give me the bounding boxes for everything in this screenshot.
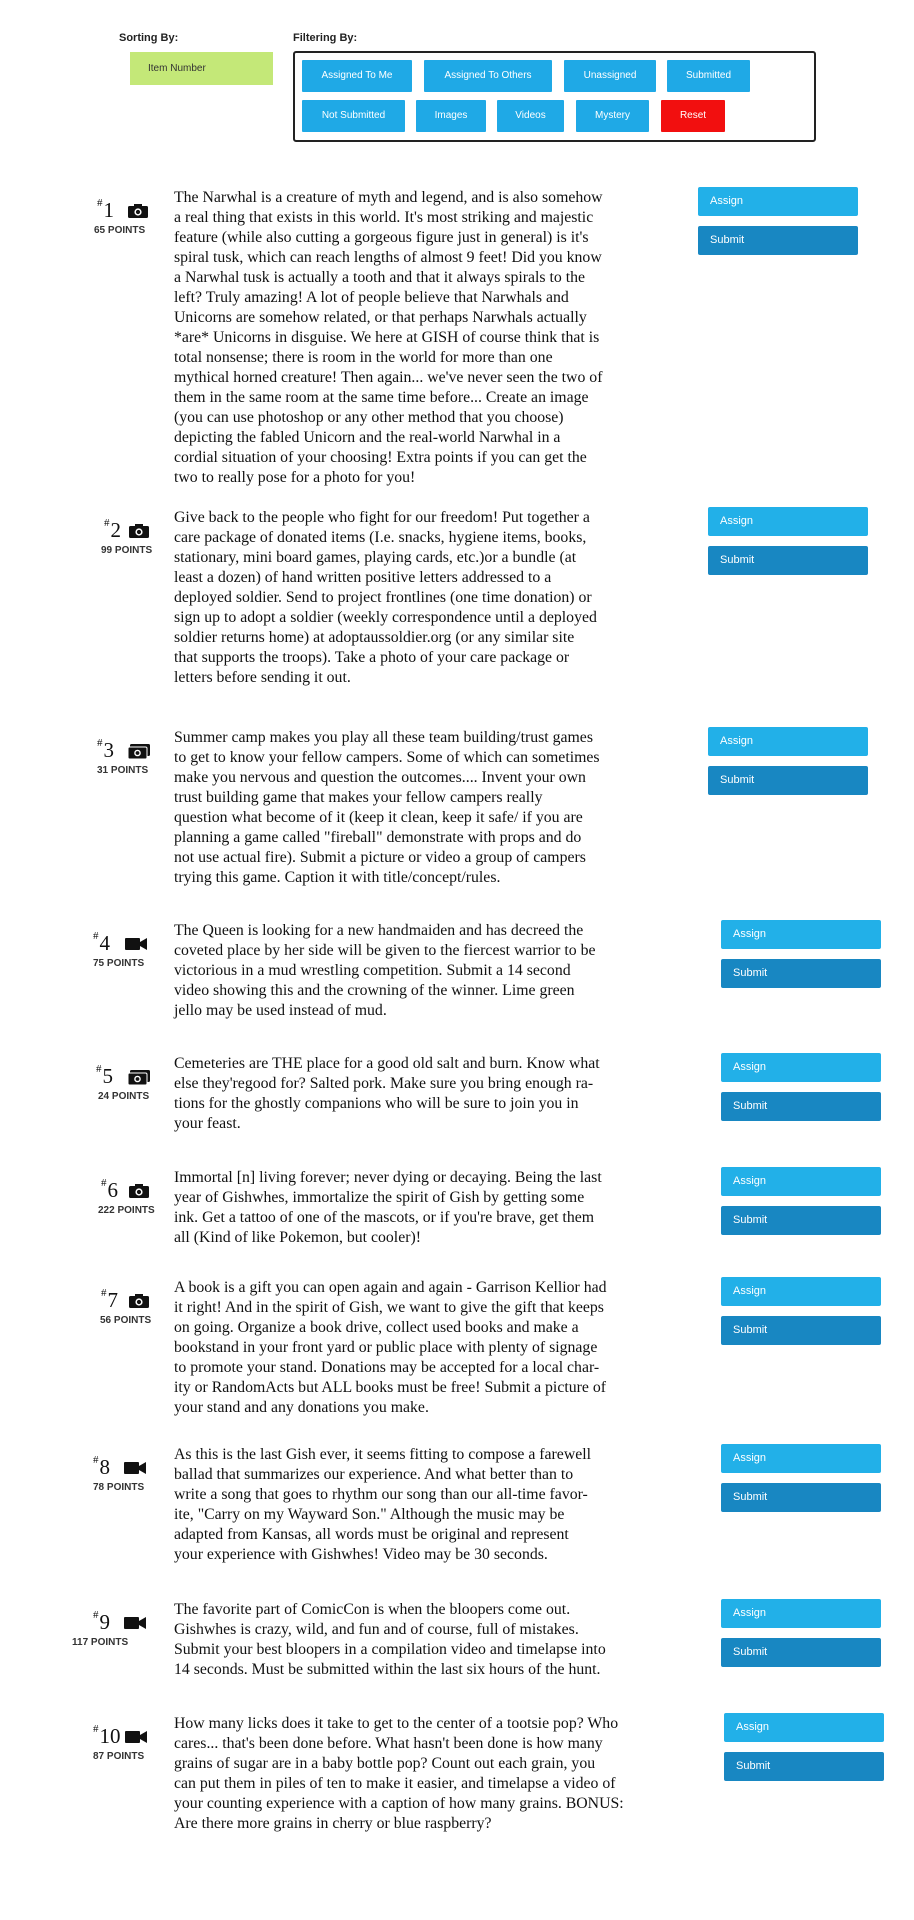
description-line: left? Truly amazing! A lot of people believe that Narwhals and xyxy=(174,289,569,306)
item-number-value: 1 xyxy=(103,198,114,222)
description-line: total nonsense; there is room in the world for more than one xyxy=(174,349,553,366)
description-line: deployed soldier. Send to project frontlines (one time donation) or xyxy=(174,589,592,606)
description-line: ballad that summarizes our experience. And what better than to xyxy=(174,1466,574,1483)
description-line: care package of donated items (I.e. snacks, hygiene items, books, xyxy=(174,529,587,546)
item-number-value: 7 xyxy=(107,1288,118,1312)
description-line: Submit your best bloopers in a compilation video and timelapse into xyxy=(174,1641,606,1658)
assign-button[interactable]: Assign xyxy=(724,1713,884,1742)
assign-button[interactable]: Assign xyxy=(721,1167,881,1196)
item-number-value: 5 xyxy=(102,1064,113,1088)
description-line: Summer camp makes you play all these team building/trust games xyxy=(174,729,593,746)
item-number-value: 3 xyxy=(103,738,114,762)
item-points: 56 POINTS xyxy=(100,1315,152,1326)
camera-icon xyxy=(129,1294,149,1313)
assign-button[interactable]: Assign xyxy=(721,1444,881,1473)
filter-mystery-button[interactable]: Mystery xyxy=(576,100,649,132)
item-number: #6 xyxy=(101,1177,118,1202)
assign-button[interactable]: Assign xyxy=(698,187,858,216)
submit-button[interactable]: Submit xyxy=(721,1316,881,1345)
filter-not-submitted-button[interactable]: Not Submitted xyxy=(302,100,405,132)
description-line: it right! And in the spirit of Gish, we want to give the gift that keeps xyxy=(174,1299,604,1316)
description-line: your feast. xyxy=(174,1115,241,1132)
submit-button[interactable]: Submit xyxy=(721,1638,881,1667)
filter-unassigned-button[interactable]: Unassigned xyxy=(564,60,656,92)
item-number-value: 4 xyxy=(99,931,110,955)
description-line: How many licks does it take to get to the center of a tootsie pop? Who xyxy=(174,1715,619,1732)
camera-icon xyxy=(129,524,149,543)
description-line: grains of sugar are in a baby bottle pop? Count out each grain, you xyxy=(174,1755,596,1772)
item-points: 117 POINTS xyxy=(72,1637,129,1648)
item-number-value: 8 xyxy=(99,1455,110,1479)
item-description xyxy=(174,508,597,688)
description-line: letters before sending it out. xyxy=(174,669,351,686)
description-line: (you can use photoshop or any other method that you choose) xyxy=(174,409,564,426)
description-line: a real thing that exists in this world. It's most striking and majestic xyxy=(174,209,594,226)
description-line: Cemeteries are THE place for a good old salt and burn. Know what xyxy=(174,1055,600,1072)
filter-videos-button[interactable]: Videos xyxy=(497,100,564,132)
item-description xyxy=(174,1714,624,1834)
description-line: ink. Get a tattoo of one of the mascots, or if you're brave, get them xyxy=(174,1209,595,1226)
item-number-value: 9 xyxy=(99,1610,110,1634)
description-line: write a song that goes to rhythm our song than our all-time favor- xyxy=(174,1486,588,1503)
filtering-label: Filtering By: xyxy=(293,32,358,44)
submit-button[interactable]: Submit xyxy=(721,1092,881,1121)
description-line: The Narwhal is a creature of myth and legend, and is also somehow xyxy=(174,189,603,206)
camera-icon xyxy=(129,1184,149,1203)
item-number: #3 xyxy=(97,737,114,762)
submit-button[interactable]: Submit xyxy=(721,959,881,988)
item-number: #4 xyxy=(93,930,110,955)
filter-submitted-button[interactable]: Submitted xyxy=(667,60,750,92)
filter-assigned-to-others-button[interactable]: Assigned To Others xyxy=(424,60,552,92)
description-line: coveted place by her side will be given to the fiercest warrior to be xyxy=(174,942,596,959)
item-points: 31 POINTS xyxy=(97,765,149,776)
description-line: trying this game. Caption it with title/concept/rules. xyxy=(174,869,501,886)
item-points: 65 POINTS xyxy=(94,225,146,236)
description-line: depicting the fabled Unicorn and the real-world Narwhal in a xyxy=(174,429,561,446)
description-line: Immortal [n] living forever; never dying or decaying. Being the last xyxy=(174,1169,602,1186)
item-points: 87 POINTS xyxy=(93,1751,145,1762)
description-line: Gishwhes is crazy, wild, and fun and of course, full of mistakes. xyxy=(174,1621,579,1638)
description-line: feature (while also cutting a gorgeous figure just in general) is it's xyxy=(174,229,589,246)
description-line: sign up to adopt a soldier (weekly correspondence until a deployed xyxy=(174,609,597,626)
video-icon xyxy=(125,937,147,956)
description-line: all (Kind of like Pokemon, but cooler)! xyxy=(174,1229,421,1246)
description-line: ity or RandomActs but ALL books must be free! Submit a picture of xyxy=(174,1379,606,1396)
description-line: trust building game that makes your fellow campers really xyxy=(174,789,543,806)
description-line: planning a game called "fireball" demonstrate with props and do xyxy=(174,829,582,846)
description-line: cordial situation of your choosing! Extra points if you can get the xyxy=(174,449,587,466)
item-description xyxy=(174,1168,602,1248)
assign-button[interactable]: Assign xyxy=(721,920,881,949)
description-line: adapted from Kansas, all words must be original and represent xyxy=(174,1526,569,1543)
item-number: #7 xyxy=(101,1287,118,1312)
filter-reset-button[interactable]: Reset xyxy=(661,100,725,132)
description-line: on going. Organize a book drive, collect used books and make a xyxy=(174,1319,579,1336)
item-number: #9 xyxy=(93,1609,110,1634)
description-line: spiral tusk, which can reach lengths of almost 9 feet! Did you know xyxy=(174,249,602,266)
filter-panel xyxy=(293,51,816,142)
assign-button[interactable]: Assign xyxy=(721,1599,881,1628)
item-number: #5 xyxy=(96,1063,113,1088)
filter-images-button[interactable]: Images xyxy=(416,100,486,132)
description-line: tions for the ghostly companions who will be sure to join you in xyxy=(174,1095,579,1112)
item-points: 75 POINTS xyxy=(93,958,145,969)
photo-or-video-icon xyxy=(128,1070,150,1090)
description-line: them in the same room at the same time before... Create an image xyxy=(174,389,589,406)
description-line: not use actual fire). Submit a picture or video a group of campers xyxy=(174,849,586,866)
item-description xyxy=(174,1054,600,1134)
description-line: to promote your stand. Donations may be accepted for a local char- xyxy=(174,1359,600,1376)
photo-or-video-icon xyxy=(128,744,150,764)
description-line: 14 seconds. Must be submitted within the last six hours of the hunt. xyxy=(174,1661,601,1678)
assign-button[interactable]: Assign xyxy=(708,507,868,536)
description-line: victorious in a mud wrestling competition. Submit a 14 second xyxy=(174,962,571,979)
description-line: that supports the troops). Take a photo of your care package or xyxy=(174,649,570,666)
description-line: video showing this and the crowning of the winner. Lime green xyxy=(174,982,575,999)
description-line: A book is a gift you can open again and again - Garrison Kellior had xyxy=(174,1279,607,1296)
description-line: stationary, mini board games, playing cards, etc.)or a bundle (at xyxy=(174,549,577,566)
item-points: 78 POINTS xyxy=(93,1482,145,1493)
item-description xyxy=(174,1445,591,1565)
video-icon xyxy=(125,1730,147,1749)
camera-icon xyxy=(128,204,148,223)
description-line: two to really pose for a photo for you! xyxy=(174,469,416,486)
description-line: can put them in piles of ten to make it easier, and timelapse a video of xyxy=(174,1775,616,1792)
item-points: 24 POINTS xyxy=(98,1091,150,1102)
item-number: #8 xyxy=(93,1454,110,1479)
item-number-value: 6 xyxy=(107,1178,118,1202)
description-line: The Queen is looking for a new handmaiden and has decreed the xyxy=(174,922,584,939)
submit-button[interactable]: Submit xyxy=(708,546,868,575)
description-line: Are there more grains in cherry or blue raspberry? xyxy=(174,1815,492,1832)
item-number-value: 2 xyxy=(110,518,121,542)
submit-button[interactable]: Submit xyxy=(724,1752,884,1781)
sort-select[interactable]: Item Number xyxy=(130,52,273,85)
description-line: bookstand in your front yard or public place with plenty of signage xyxy=(174,1339,598,1356)
description-line: year of Gishwhes, immortalize the spirit of Gish by getting some xyxy=(174,1189,585,1206)
description-line: a Narwhal tusk is actually a tooth and that it always spirals to the xyxy=(174,269,586,286)
item-number: #10 xyxy=(93,1723,121,1748)
video-icon xyxy=(124,1616,146,1635)
submit-button[interactable]: Submit xyxy=(721,1483,881,1512)
description-line: As this is the last Gish ever, it seems fitting to compose a farewell xyxy=(174,1446,592,1463)
item-points: 99 POINTS xyxy=(101,545,153,556)
description-line: mythical horned creature! Then again... we've never seen the two of xyxy=(174,369,603,386)
description-line: Give back to the people who fight for our freedom! Put together a xyxy=(174,509,590,526)
description-line: to get to know your fellow campers. Some of which can sometimes xyxy=(174,749,600,766)
submit-button[interactable]: Submit xyxy=(721,1206,881,1235)
description-line: jello may be used instead of mud. xyxy=(174,1002,387,1019)
assign-button[interactable]: Assign xyxy=(721,1053,881,1082)
description-line: soldier returns home) at adoptaussoldier.org (or any similar site xyxy=(174,629,575,646)
assign-button[interactable]: Assign xyxy=(721,1277,881,1306)
item-number: #1 xyxy=(97,197,114,222)
description-line: Unicorns are somehow related, or that perhaps Narwhals actually xyxy=(174,309,587,326)
item-description xyxy=(174,921,596,1021)
description-line: make you nervous and question the outcomes.... Invent your own xyxy=(174,769,586,786)
description-line: your counting experience with a caption of how many grains. BONUS: xyxy=(174,1795,624,1812)
description-line: else they'regood for? Salted pork. Make sure you bring enough ra- xyxy=(174,1075,594,1092)
filter-assigned-to-me-button[interactable]: Assigned To Me xyxy=(302,60,412,92)
item-description xyxy=(174,188,603,488)
description-line: ite, "Carry on my Wayward Son." Although the music may be xyxy=(174,1506,565,1523)
item-number-value: 10 xyxy=(99,1724,121,1748)
item-points: 222 POINTS xyxy=(98,1205,155,1216)
item-description xyxy=(174,1278,607,1418)
description-line: The favorite part of ComicCon is when the bloopers come out. xyxy=(174,1601,571,1618)
sorting-label: Sorting By: xyxy=(119,32,179,44)
item-description xyxy=(174,728,600,888)
description-line: cares... that's been done before. What hasn't been done is how many xyxy=(174,1735,603,1752)
description-line: your stand and any donations you make. xyxy=(174,1399,429,1416)
video-icon xyxy=(124,1461,146,1480)
description-line: question what become of it (keep it clean, keep it safe/ if you are xyxy=(174,809,583,826)
assign-button[interactable]: Assign xyxy=(708,727,868,756)
item-description xyxy=(174,1600,606,1680)
submit-button[interactable]: Submit xyxy=(698,226,858,255)
item-number: #2 xyxy=(104,517,121,542)
description-line: *are* Unicorns in disguise. We here at GISH of course think that is xyxy=(174,329,600,346)
submit-button[interactable]: Submit xyxy=(708,766,868,795)
description-line: least a dozen) of hand written positive letters addressed to a xyxy=(174,569,552,586)
description-line: your experience with Gishwhes! Video may be 30 seconds. xyxy=(174,1546,548,1563)
